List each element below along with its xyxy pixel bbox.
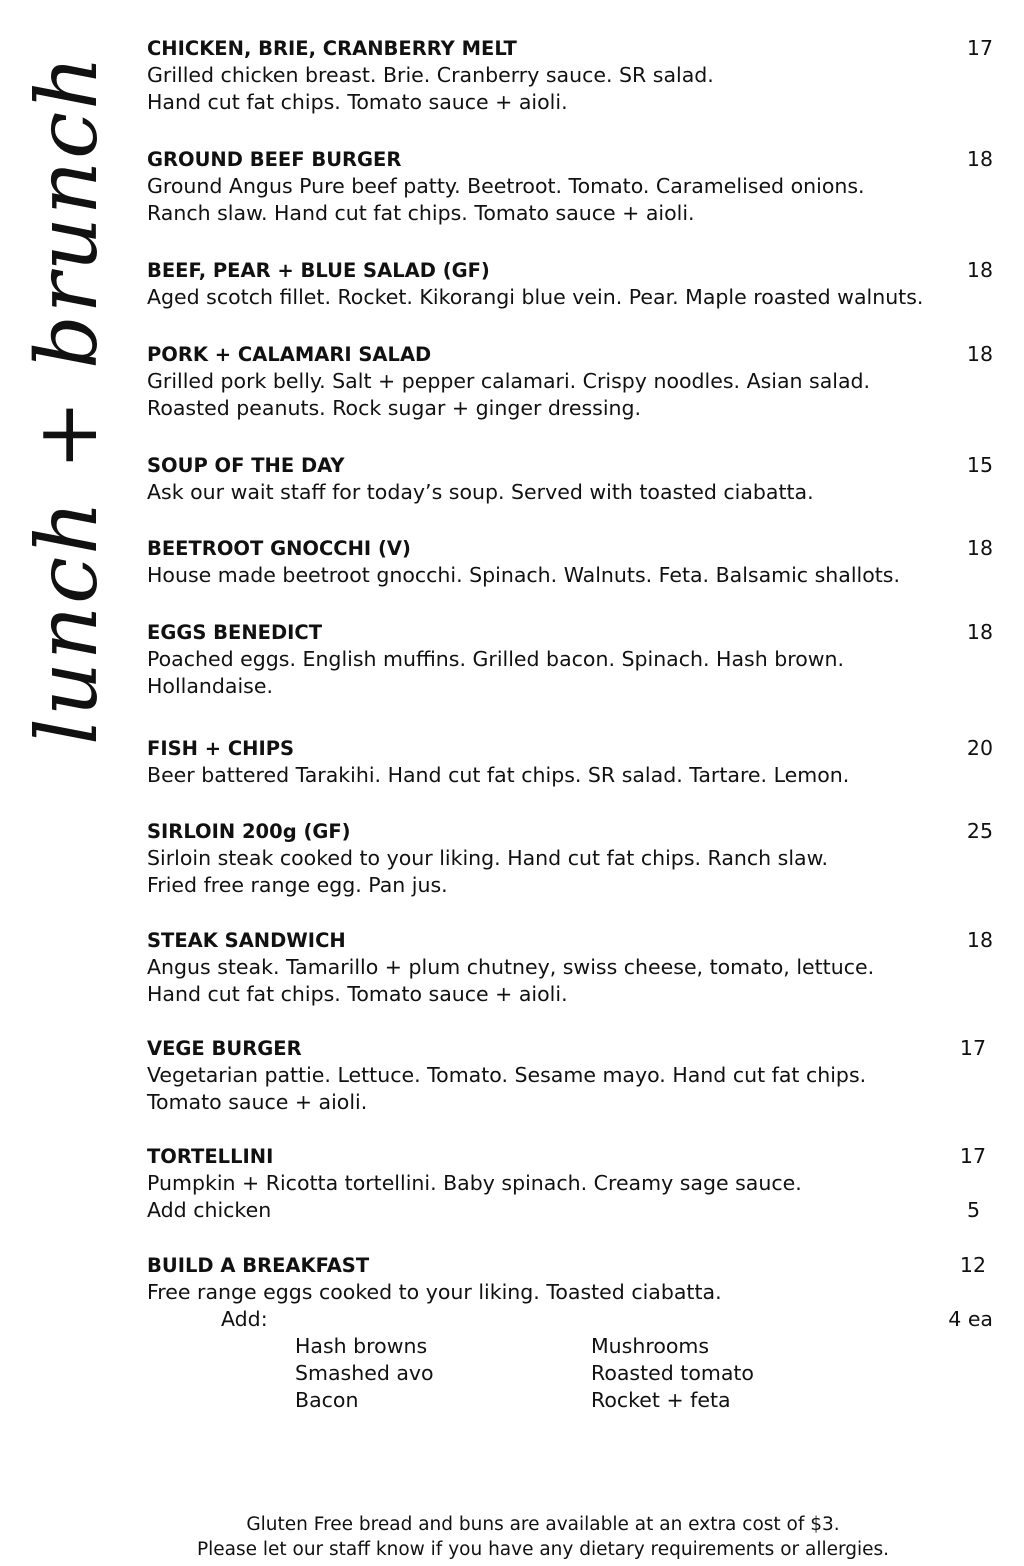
item-price: 20 — [966, 736, 993, 760]
item-name: PORK + CALAMARI SALAD — [147, 343, 432, 366]
add-price: 4 ea — [948, 1307, 993, 1331]
item-description: Free range eggs cooked to your liking. Toasted ciabatta. — [147, 1280, 722, 1304]
menu-item-soup-of-the-day — [147, 452, 993, 506]
item-name: SIRLOIN 200g (GF) — [147, 820, 351, 843]
item-name: BUILD A BREAKFAST — [147, 1254, 370, 1277]
menu-item-beetroot-gnocchi — [147, 535, 993, 589]
item-price: 18 — [966, 147, 993, 171]
item-name: TORTELLINI — [147, 1145, 274, 1168]
item-price: 18 — [966, 928, 993, 952]
item-description: Grilled pork belly. Salt + pepper calamari. Crispy noodles. Asian salad. — [147, 369, 871, 393]
item-name: FISH + CHIPS — [147, 737, 295, 760]
option-item: Rocket + feta — [591, 1388, 731, 1412]
menu-item-eggs-benedict — [147, 619, 993, 700]
footer-line: Please let our staff know if you have any dietary requirements or allergies. — [196, 1539, 890, 1560]
item-price: 17 — [966, 36, 993, 60]
option-item: Hash browns — [295, 1334, 428, 1358]
item-price: 15 — [966, 453, 993, 477]
breakfast-options — [147, 1333, 993, 1414]
option-item: Mushrooms — [591, 1334, 710, 1358]
addon-price: 5 — [966, 1198, 980, 1222]
add-label: Add: — [221, 1307, 268, 1331]
item-description: Grilled chicken breast. Brie. Cranberry sauce. SR salad. — [147, 63, 714, 87]
item-price: 18 — [966, 620, 993, 644]
option-item: Roasted tomato — [591, 1361, 754, 1385]
item-name: GROUND BEEF BURGER — [147, 148, 402, 171]
item-name: EGGS BENEDICT — [147, 621, 323, 644]
item-description: Vegetarian pattie. Lettuce. Tomato. Sesame mayo. Hand cut fat chips. — [147, 1063, 867, 1087]
item-description: Hand cut fat chips. Tomato sauce + aioli. — [147, 90, 568, 114]
breakfast-add-row — [147, 1306, 993, 1333]
options-column-2 — [591, 1333, 754, 1414]
item-name: BEEF, PEAR + BLUE SALAD (GF) — [147, 259, 490, 282]
menu-item-chicken-brie-melt — [147, 35, 993, 116]
menu-item-tortellini — [147, 1143, 993, 1224]
footer-note — [0, 1512, 1024, 1562]
item-description: Hand cut fat chips. Tomato sauce + aioli. — [147, 982, 568, 1006]
menu-item-steak-sandwich — [147, 927, 993, 1008]
item-description: Fried free range egg. Pan jus. — [147, 873, 448, 897]
menu-item-fish-chips — [147, 735, 993, 789]
item-description: Ranch slaw. Hand cut fat chips. Tomato sauce + aioli. — [147, 201, 695, 225]
item-description: Poached eggs. English muffins. Grilled bacon. Spinach. Hash brown. — [147, 647, 845, 671]
item-price: 18 — [966, 342, 993, 366]
menu-item-build-a-breakfast — [147, 1252, 993, 1414]
menu-item-ground-beef-burger — [147, 146, 993, 227]
item-price: 18 — [966, 258, 993, 282]
item-description: Tomato sauce + aioli. — [147, 1090, 368, 1114]
addon-label: Add chicken — [147, 1198, 272, 1222]
item-description: Sirloin steak cooked to your liking. Hand cut fat chips. Ranch slaw. — [147, 846, 829, 870]
item-description: Ask our wait staff for today’s soup. Served with toasted ciabatta. — [147, 480, 814, 504]
options-column-1 — [295, 1333, 434, 1414]
item-description: Hollandaise. — [147, 674, 273, 698]
item-name: SOUP OF THE DAY — [147, 454, 345, 477]
item-price: 18 — [966, 536, 993, 560]
item-description: Roasted peanuts. Rock sugar + ginger dressing. — [147, 396, 642, 420]
item-name: BEETROOT GNOCCHI (V) — [147, 537, 411, 560]
item-name: CHICKEN, BRIE, CRANBERRY MELT — [147, 37, 517, 60]
item-price: 25 — [966, 819, 993, 843]
option-item: Bacon — [295, 1388, 359, 1412]
item-name: VEGE BURGER — [147, 1037, 302, 1060]
item-description: Aged scotch fillet. Rocket. Kikorangi blue vein. Pear. Maple roasted walnuts. — [147, 285, 924, 309]
item-price: 17 — [959, 1036, 986, 1060]
item-description: House made beetroot gnocchi. Spinach. Walnuts. Feta. Balsamic shallots. — [147, 563, 900, 587]
item-description: Ground Angus Pure beef patty. Beetroot. Tomato. Caramelised onions. — [147, 174, 865, 198]
footer-line: Gluten Free bread and buns are available at an extra cost of $3. — [246, 1514, 840, 1535]
item-price: 17 — [959, 1144, 986, 1168]
item-description: Beer battered Tarakihi. Hand cut fat chips. SR salad. Tartare. Lemon. — [147, 763, 850, 787]
option-item: Smashed avo — [295, 1361, 434, 1385]
menu-item-vege-burger — [147, 1035, 993, 1116]
item-price: 12 — [959, 1253, 986, 1277]
menu-item-sirloin — [147, 818, 993, 899]
side-title: lunch + brunch — [18, 53, 116, 745]
item-description: Pumpkin + Ricotta tortellini. Baby spinach. Creamy sage sauce. — [147, 1171, 802, 1195]
item-description: Angus steak. Tamarillo + plum chutney, swiss cheese, tomato, lettuce. — [147, 955, 875, 979]
menu-item-pork-calamari-salad — [147, 341, 993, 422]
item-name: STEAK SANDWICH — [147, 929, 346, 952]
menu-item-beef-pear-blue-salad — [147, 257, 993, 311]
